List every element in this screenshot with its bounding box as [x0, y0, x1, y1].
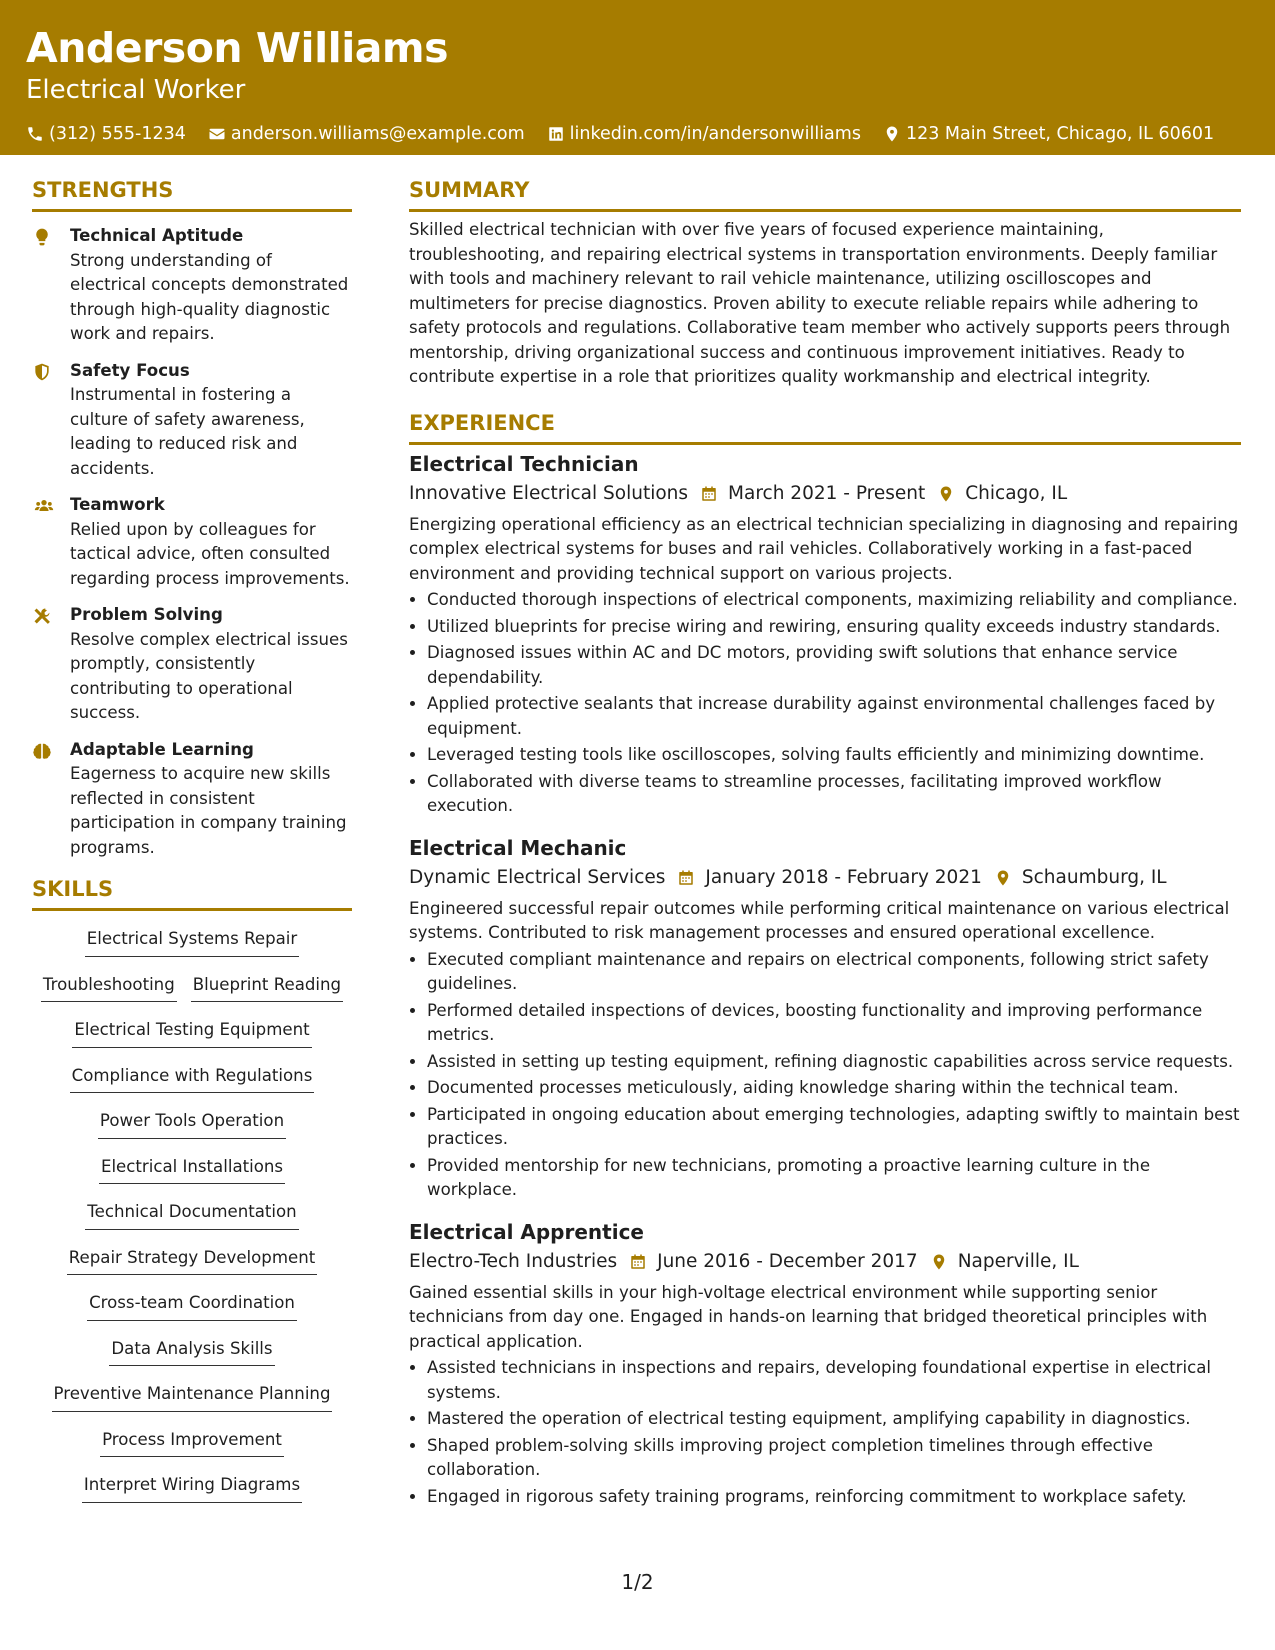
strength-text: Instrumental in fostering a culture of safety awareness, leading to reduced risk and accidents.: [70, 385, 305, 478]
list-item: • Collaborated with diverse teams to streamline processes, facilitating improved workflow execution.: [427, 770, 1241, 819]
strength-item: [32, 738, 352, 861]
users-icon: [32, 496, 56, 516]
job-entry: [409, 833, 1241, 1203]
list-item: • Leveraged testing tools like oscilloscopes, solving faults efficiently and minimizing downtime.: [427, 743, 1241, 768]
list-item: • Diagnosed issues within AC and DC motors, providing swift solutions that enhance service dependability.: [427, 641, 1241, 690]
list-item: • Documented processes meticulously, aiding knowledge sharing within the technical team.: [427, 1076, 1241, 1101]
list-item: • Provided mentorship for new technicians, promoting a proactive learning culture in the workplace.: [427, 1154, 1241, 1203]
header: [0, 0, 1275, 155]
job-entry: [409, 449, 1241, 819]
job-dates: January 2018 - February 2021: [705, 866, 982, 888]
strengths-heading: STRENGTHS: [32, 175, 352, 212]
list-item: • Conducted thorough inspections of electrical components, maximizing reliability and compliance.: [427, 588, 1241, 613]
job-description: Gained essential skills in your high-voltage electrical environment while supporting senior technicians from day one. Engaged in hands-on learning that bridged theoretical principles with practical application.: [409, 1282, 1208, 1351]
shield-icon: [32, 362, 52, 382]
experience-heading: EXPERIENCE: [409, 408, 1241, 445]
job-company: Innovative Electrical Solutions: [409, 482, 689, 504]
strength-text: Strong understanding of electrical concepts demonstrated through high-quality diagnostic work and repairs.: [70, 250, 349, 343]
map-pin-icon: [930, 1253, 948, 1271]
skill-tag: Blueprint Reading: [191, 973, 343, 1003]
list-item: • Assisted technicians in inspections and repairs, developing foundational expertise in electrical systems.: [427, 1356, 1241, 1405]
phone-icon: [26, 125, 44, 143]
skills-heading: SKILLS: [32, 874, 352, 911]
strength-title: Problem Solving: [70, 605, 223, 624]
contact-linkedin[interactable]: [547, 122, 861, 146]
skill-tag: Compliance with Regulations: [70, 1064, 315, 1094]
job-location: Naperville, IL: [957, 1250, 1079, 1272]
skill-tag: Electrical Testing Equipment: [72, 1018, 311, 1048]
list-item: • Shaped problem-solving skills improving project completion timelines through effective collaboration.: [427, 1434, 1241, 1483]
skill-tag: Interpret Wiring Diagrams: [82, 1473, 302, 1503]
skill-tag: Process Improvement: [100, 1428, 284, 1458]
strength-title: Technical Aptitude: [70, 226, 244, 245]
address-text: 123 Main Street, Chicago, IL 60601: [905, 124, 1215, 144]
strength-item: [32, 224, 352, 347]
candidate-role: Electrical Worker: [26, 75, 246, 105]
job-title: Electrical Technician: [409, 451, 639, 476]
list-item: • Participated in ongoing education about emerging technologies, adapting swiftly to maintain best practices.: [427, 1103, 1241, 1152]
job-meta: [409, 863, 1241, 893]
job-description: Energizing operational efficiency as an electrical technician specializing in diagnosing and repairing complex electrical systems for buses and rail vehicles. Collaboratively working in a fast-paced environment and providing technical support on various projects.: [409, 514, 1239, 583]
map-pin-icon: [937, 485, 955, 503]
job-dates: June 2016 - December 2017: [657, 1250, 918, 1272]
map-pin-icon: [994, 869, 1012, 887]
skill-tag: Technical Documentation: [85, 1200, 298, 1230]
strength-title: Teamwork: [70, 495, 165, 514]
strength-text: Relied upon by colleagues for tactical advice, often consulted regarding process improvements.: [70, 519, 350, 588]
left-column: [32, 175, 352, 1503]
strength-item: [32, 359, 352, 482]
lightbulb-icon: [32, 227, 52, 247]
calendar-icon: [700, 485, 718, 503]
job-location: Chicago, IL: [965, 482, 1068, 504]
job-company: Electro-Tech Industries: [409, 1250, 618, 1272]
skill-tag: Electrical Installations: [99, 1155, 285, 1185]
list-item: • Mastered the operation of electrical testing equipment, amplifying capability in diagnostics.: [427, 1407, 1241, 1432]
skill-tag: Data Analysis Skills: [109, 1337, 274, 1367]
list-item: • Executed compliant maintenance and repairs on electrical components, following strict safety guidelines.: [427, 948, 1241, 997]
list-item: • Utilized blueprints for precise wiring and rewiring, ensuring quality exceeds industry standards.: [427, 615, 1241, 640]
contact-phone[interactable]: [26, 122, 186, 146]
skill-tag: Preventive Maintenance Planning: [52, 1382, 333, 1412]
skills-list: [32, 927, 352, 1503]
right-column: [409, 175, 1241, 1523]
map-pin-icon: [883, 125, 901, 143]
strength-item: [32, 603, 352, 726]
skill-tag: Cross-team Coordination: [87, 1291, 297, 1321]
brain-icon: [32, 741, 52, 761]
summary-heading: SUMMARY: [409, 175, 1241, 212]
job-bullets: [409, 948, 1241, 1203]
envelope-icon: [208, 125, 226, 143]
phone-text: (312) 555-1234: [49, 124, 186, 144]
contact-address: [883, 122, 1214, 146]
job-meta: [409, 1247, 1241, 1277]
job-entry: [409, 1217, 1241, 1510]
skill-tag: Troubleshooting: [41, 973, 177, 1003]
strength-item: [32, 493, 352, 591]
job-bullets: [409, 1356, 1241, 1509]
contact-bar: [26, 122, 1275, 146]
linkedin-text: linkedin.com/in/andersonwilliams: [569, 124, 861, 144]
skill-tag: Electrical Systems Repair: [85, 927, 299, 957]
job-description: Engineered successful repair outcomes while performing critical maintenance on various electrical systems. Contributed to risk management processes and ensured operational excellence.: [409, 898, 1230, 942]
list-item: • Applied protective sealants that increase durability against environmental challenges faced by equipment.: [427, 692, 1241, 741]
candidate-name: Anderson Williams: [26, 24, 449, 72]
page-number: 1/2: [621, 1570, 654, 1594]
strength-title: Safety Focus: [70, 360, 190, 380]
strength-text: Eagerness to acquire new skills reflected in consistent participation in company training programs.: [70, 764, 347, 857]
skill-tag: Power Tools Operation: [98, 1109, 286, 1139]
job-title: Electrical Mechanic: [409, 835, 627, 860]
calendar-icon: [677, 869, 695, 887]
calendar-icon: [629, 1253, 647, 1271]
job-dates: March 2021 - Present: [728, 482, 926, 504]
job-title: Electrical Apprentice: [409, 1219, 644, 1244]
job-bullets: [409, 588, 1241, 819]
contact-email[interactable]: [208, 122, 525, 146]
linkedin-icon: [547, 125, 565, 143]
email-text: anderson.williams@example.com: [230, 124, 525, 144]
summary-text: Skilled electrical technician with over five years of focused experience maintaining, troubleshooting, and repairing electrical systems in transportation environments. Deeply familiar with tools and machinery relevant to rail vehicle maintenance, utilizing oscilloscopes and multimeters for precise diagnostics. Proven ability to execute reliable repairs while adhering to safety protocols and regulations. Collaborative team member who actively supports peers through mentorship, driving organizational success and continuous improvement initiatives. Ready to contribute expertise in a role that prioritizes quality workmanship and electrical integrity.: [409, 220, 1231, 386]
job-company: Dynamic Electrical Services: [409, 866, 666, 888]
list-item: • Engaged in rigorous safety training programs, reinforcing commitment to workplace safety.: [427, 1485, 1241, 1510]
job-meta: [409, 479, 1241, 509]
job-location: Schaumburg, IL: [1021, 866, 1167, 888]
list-item: • Performed detailed inspections of devices, boosting functionality and improving performance metrics.: [427, 999, 1241, 1048]
strength-title: Adaptable Learning: [70, 739, 254, 759]
tools-icon: [32, 606, 52, 626]
list-item: • Assisted in setting up testing equipment, refining diagnostic capabilities across service requests.: [427, 1050, 1241, 1075]
strength-text: Resolve complex electrical issues promptly, consistently contributing to operational success.: [70, 629, 348, 722]
skill-tag: Repair Strategy Development: [67, 1246, 317, 1276]
